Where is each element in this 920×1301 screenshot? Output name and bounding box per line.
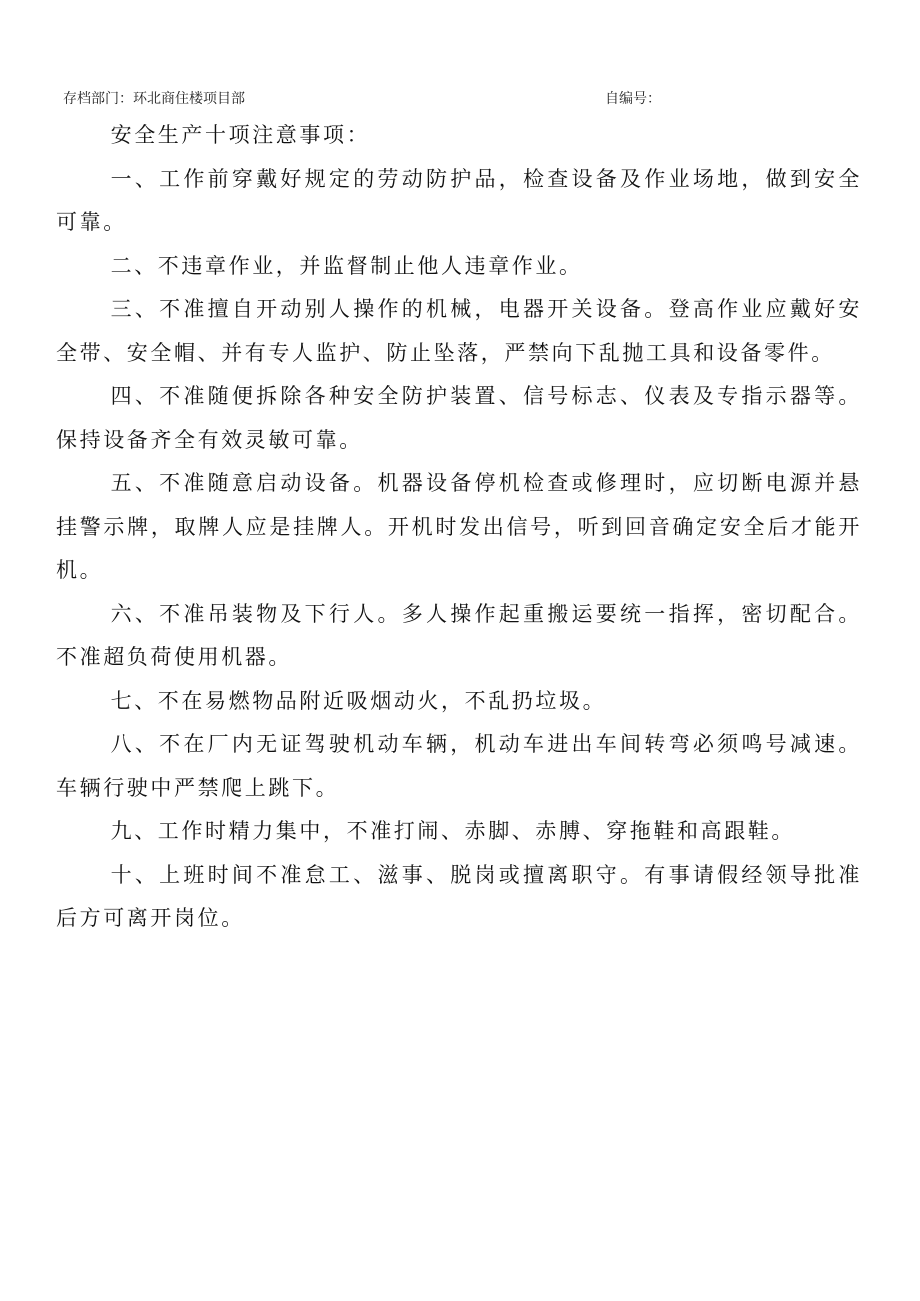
rule-item-2: 二、不违章作业，并监督制止他人违章作业。 bbox=[110, 253, 583, 278]
archive-department: 存档部门：环北商住楼项目部 bbox=[63, 91, 245, 107]
document-body bbox=[56, 114, 862, 941]
document-title: 安全生产十项注意事项： bbox=[110, 123, 371, 147]
rule-item-9: 九、工作时精力集中，不准打闹、赤脚、赤膊、穿拖鞋和高跟鞋。 bbox=[110, 819, 795, 843]
rule-item-1: 一、工作前穿戴好规定的劳动防护品，检查设备及作业场地，做到安全可靠。 bbox=[56, 166, 862, 234]
rule-item-5: 五、不准随意启动设备。机器设备停机检查或修理时，应切断电源并悬挂警示牌，取牌人应是挂牌人。开机时发出信号，听到回音确定安全后才能开机。 bbox=[56, 471, 862, 582]
rule-item-6: 六、不准吊装物及下行人。多人操作起重搬运要统一指挥，密切配合。不准超负荷使用机器。 bbox=[56, 601, 862, 669]
rule-item-4: 四、不准随便拆除各种安全防护装置、信号标志、仪表及专指示器等。保持设备齐全有效灵敏可靠。 bbox=[56, 384, 862, 452]
serial-number: 自编号： bbox=[605, 91, 661, 107]
rule-item-10: 十、上班时间不准怠工、滋事、脱岗或擅离职守。有事请假经领导批准后方可离开岗位。 bbox=[56, 862, 862, 930]
rule-item-3: 三、不准擅自开动别人操作的机械，电器开关设备。登高作业应戴好安全带、安全帽、并有专人监护、防止坠落，严禁向下乱抛工具和设备零件。 bbox=[56, 297, 862, 365]
page-header bbox=[0, 89, 920, 109]
rule-item-8: 八、不在厂内无证驾驶机动车辆，机动车进出车间转弯必须鸣号减速。车辆行驶中严禁爬上跳下。 bbox=[56, 732, 862, 800]
rule-item-7: 七、不在易燃物品附近吸烟动火，不乱扔垃圾。 bbox=[110, 688, 607, 713]
